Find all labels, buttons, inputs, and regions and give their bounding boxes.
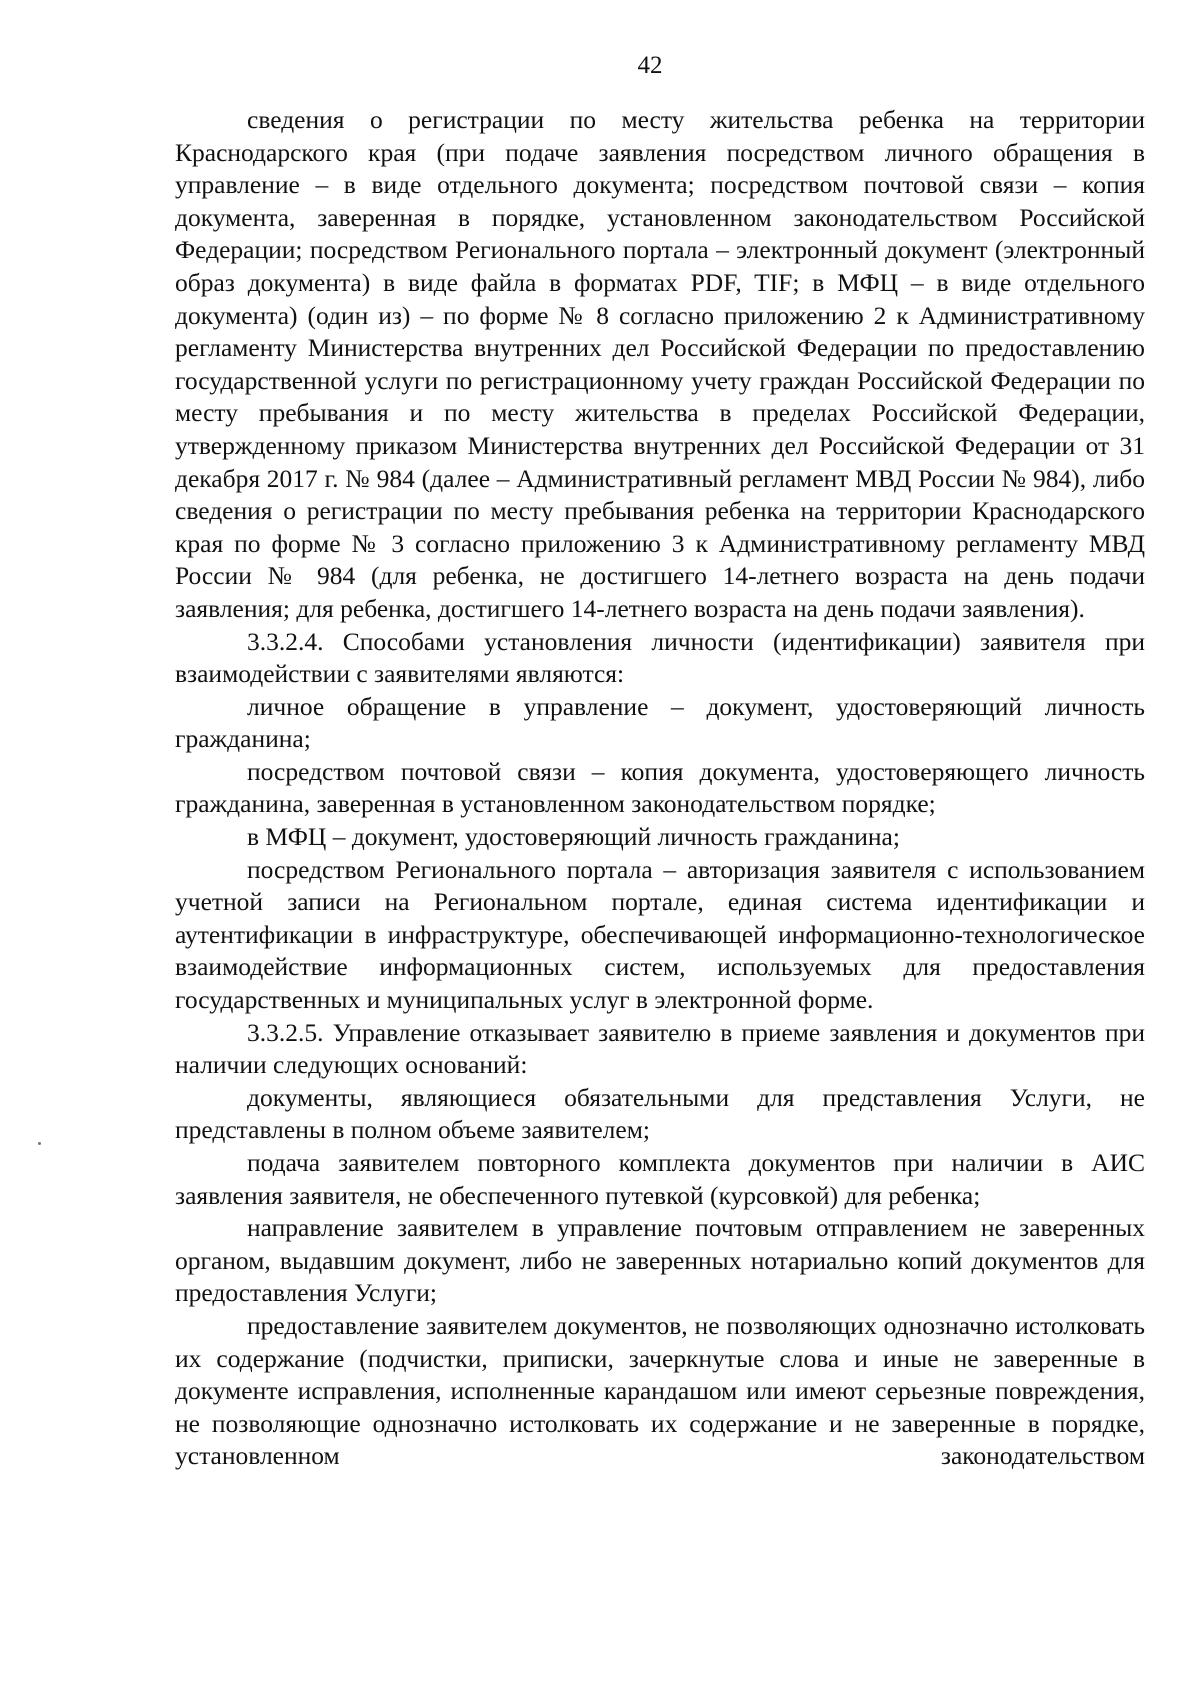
paragraph-3-3-2-4: 3.3.2.4. Способами установления личности (идентификации) заявителя при взаимодействии с заявителями являются: <box>175 626 1145 689</box>
scan-speck <box>38 1142 41 1145</box>
paragraph-postal: посредством почтовой связи – копия документа, удостоверяющего личность гражданина, заверенная в установленном законодательством порядке; <box>175 756 1145 819</box>
paragraph-mfc: в МФЦ – документ, удостоверяющий личность гражданина; <box>247 822 900 852</box>
document-body <box>175 104 1145 1473</box>
paragraph-ambiguous-documents: предоставление заявителем документов, не позволяющих однозначно истолковать их содержание (подчистки, приписки, зачеркнутые слова и иные не заверенные в документе исправления, исполненные карандашом или имеют серьезные повреждения, не позволяющие однозначно истолковать их содержание и не заверенные в порядке, установленном законодательством <box>175 1310 1145 1471</box>
paragraph-incomplete-documents: документы, являющиеся обязательными для представления Услуги, не представлены в полном объеме заявителем; <box>175 1082 1145 1145</box>
paragraph-personal-appeal: личное обращение в управление – документ, удостоверяющий личность гражданина; <box>175 691 1145 754</box>
paragraph-uncertified-copies: направление заявителем в управление почтовым отправлением не заверенных органом, выдавшим документ, либо не заверенных нотариально копий документов для предоставления Услуги; <box>175 1213 1145 1308</box>
paragraph-regional-portal: посредством Регионального портала – авторизация заявителя с использованием учетной записи на Региональном портале, единая система идентификации и аутентификации в инфраструктуре, обеспечивающей информационно-технологическое взаимодействие информационных систем, используемых для предоставления государственных и муниципальных услуг в электронной форме. <box>175 854 1145 1015</box>
paragraph-3-3-2-5: 3.3.2.5. Управление отказывает заявителю в приеме заявления и документов при наличии следующих оснований: <box>175 1017 1145 1080</box>
paragraph-repeated-submission: подача заявителем повторного комплекта документов при наличии в АИС заявления заявителя, не обеспеченного путевкой (курсовкой) для ребенка; <box>175 1148 1145 1210</box>
paragraph-registration-info: сведения о регистрации по месту жительства ребенка на территории Краснодарского края (при подаче заявления посредством личного обращения в управление – в виде отдельного документа; посредством почтовой связи – копия документа, заверенная в порядке, установленном законодательством Российской Федерации; посредством Регионального портала – электронный документ (электронный образ документа) в виде файла в форматах PDF, TIF; в МФЦ – в виде отдельного документа) (один из) – по форме № 8 согласно приложению 2 к Административному регламенту Министерства внутренних дел Российской Федерации по предоставлению государственной услуги по регистрационному учету граждан Российской Федерации по месту пребывания и по месту жительства в пределах Российской Федерации, утвержденному приказом Министерства внутренних дел Российской Федерации от 31 декабря 2017 г. № 984 (далее – Административный регламент МВД России № 984), либо сведения о регистрации по месту пребывания ребенка на территории Краснодарского края по форме № 3 согласно приложению 3 к Административному регламенту МВД России № 984 (для ребенка, не достигшего 14-летнего возраста на день подачи заявления; для ребенка, достигшего 14-летнего возраста на день подачи заявления). <box>175 105 1145 623</box>
page-number: 42 <box>637 52 663 79</box>
